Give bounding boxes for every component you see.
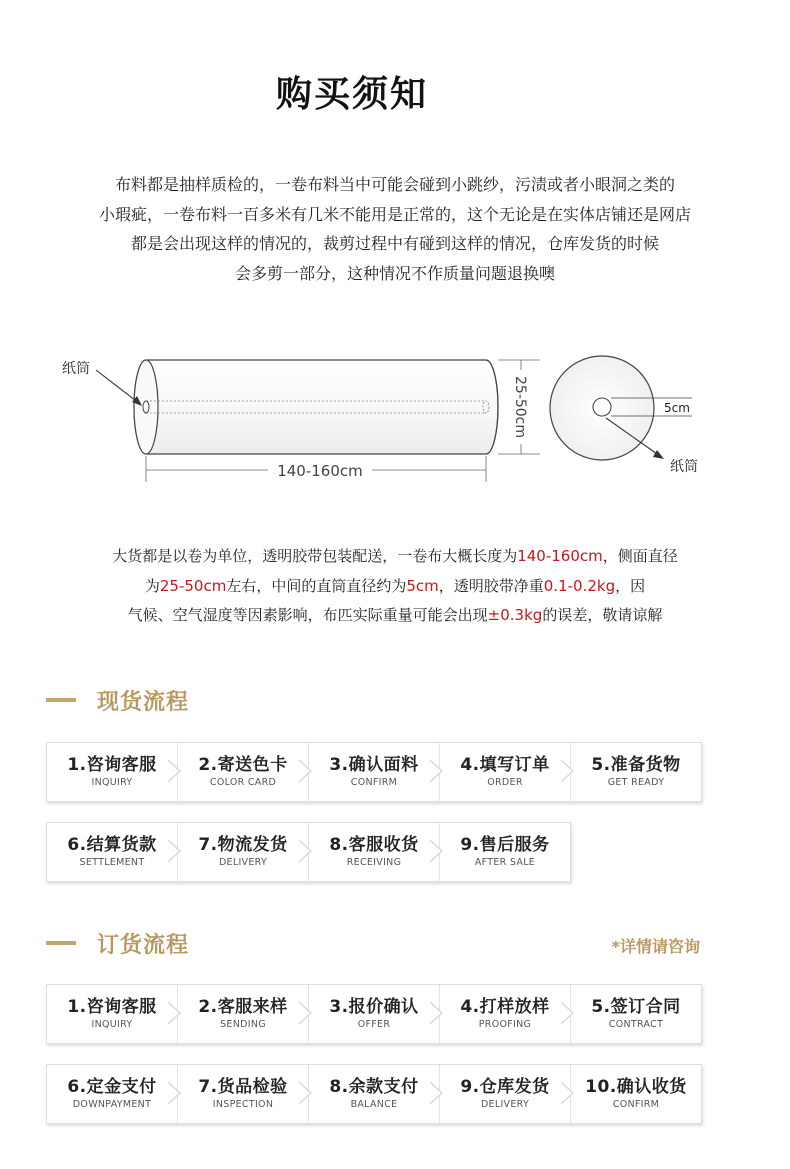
- step-title: 1.咨询客服: [67, 755, 157, 775]
- step-title: 7.物流发货: [198, 835, 288, 855]
- step-title: 3.确认面料: [329, 755, 419, 775]
- step-title: 7.货品检验: [198, 1077, 288, 1097]
- stock-steps-row-2: [46, 822, 571, 882]
- process-step: [47, 1065, 178, 1123]
- process-step: [440, 743, 571, 801]
- process-step: [47, 985, 178, 1043]
- step-title: 1.咨询客服: [67, 997, 157, 1017]
- step-subtitle: INQUIRY: [91, 1019, 133, 1030]
- step-subtitle: INSPECTION: [212, 1099, 274, 1110]
- chevron-right-icon: [425, 839, 447, 863]
- process-step: [309, 1065, 440, 1123]
- process-step: [440, 823, 570, 881]
- page-title: 购买须知: [275, 74, 428, 115]
- section-bar: [46, 941, 76, 945]
- chevron-right-icon: [294, 759, 316, 783]
- step-title: 8.余款支付: [329, 1077, 419, 1097]
- tube-label-end: 纸筒: [670, 459, 698, 475]
- chevron-right-icon: [556, 1001, 578, 1025]
- process-step: [440, 1065, 571, 1123]
- step-title: 6.结算货款: [67, 835, 157, 855]
- bulk-info: [40, 542, 750, 631]
- step-subtitle: OFFER: [357, 1019, 391, 1030]
- step-title: 5.准备货物: [591, 755, 681, 775]
- section-bar: [46, 698, 76, 702]
- roll-end-view: [550, 356, 698, 475]
- process-step: [571, 1065, 701, 1123]
- step-title: 2.寄送色卡: [198, 755, 288, 775]
- process-step: [440, 985, 571, 1043]
- step-title: 2.客服来样: [198, 997, 288, 1017]
- details-note: *详情请咨询: [611, 937, 700, 956]
- length-dimension: [146, 456, 486, 482]
- step-title: 3.报价确认: [329, 997, 419, 1017]
- step-title: 8.客服收货: [329, 835, 419, 855]
- step-subtitle: PROOFING: [478, 1019, 532, 1030]
- step-title: 4.填写订单: [460, 755, 550, 775]
- step-title: 4.打样放样: [460, 997, 550, 1017]
- intro-line: 小瑕疵，一卷布料一百多米有几米不能用是正常的，这个无论是在实体店铺还是网店: [98, 204, 691, 224]
- step-subtitle: SENDING: [220, 1019, 266, 1030]
- step-subtitle: DELIVERY: [480, 1099, 530, 1110]
- process-step: [309, 823, 440, 881]
- fabric-roll-diagram: [0, 330, 790, 490]
- chevron-right-icon: [294, 1081, 316, 1105]
- process-step: [309, 743, 440, 801]
- order-steps-row-1: [46, 984, 702, 1044]
- core-label: 5cm: [664, 401, 690, 415]
- info-line-2: 为25-50cm左右，中间的直筒直径约为5cm，透明胶带净重0.1-0.2kg，因: [144, 576, 646, 595]
- process-step: [571, 985, 701, 1043]
- order-steps-row-2: [46, 1064, 702, 1124]
- step-subtitle: CONFIRM: [350, 777, 398, 788]
- process-step: [47, 743, 178, 801]
- section-title: 订货流程: [97, 932, 190, 958]
- section-title: 现货流程: [97, 689, 190, 715]
- intro-line: 布料都是抽样质检的，一卷布料当中可能会碰到小跳纱，污渍或者小眼洞之类的: [114, 175, 675, 194]
- intro-text: [40, 170, 750, 288]
- chevron-right-icon: [294, 1001, 316, 1025]
- info-line-1: 大货都是以卷为单位，透明胶带包装配送，一卷布大概长度为140-160cm，侧面直径: [112, 547, 678, 565]
- step-subtitle: INQUIRY: [91, 777, 133, 788]
- chevron-right-icon: [556, 759, 578, 783]
- chevron-right-icon: [425, 1081, 447, 1105]
- step-title: 5.签订合同: [591, 997, 681, 1017]
- chevron-right-icon: [425, 759, 447, 783]
- chevron-right-icon: [163, 839, 185, 863]
- stock-steps-row-1: [46, 742, 702, 802]
- step-subtitle: AFTER SALE: [474, 857, 536, 868]
- step-title: 10.确认收货: [585, 1077, 687, 1097]
- step-subtitle: CONTRACT: [608, 1019, 664, 1030]
- step-title: 9.售后服务: [460, 835, 550, 855]
- step-subtitle: COLOR CARD: [209, 777, 277, 788]
- process-step: [571, 743, 701, 801]
- chevron-right-icon: [163, 1001, 185, 1025]
- length-label: 140-160cm: [277, 462, 363, 480]
- step-title: 9.仓库发货: [460, 1077, 550, 1097]
- intro-line: 会多剪一部分，这种情况不作质量问题退换噢: [234, 263, 555, 283]
- chevron-right-icon: [294, 839, 316, 863]
- intro-line: 都是会出现这样的情况的，裁剪过程中有碰到这样的情况，仓库发货的时候: [130, 234, 659, 253]
- step-subtitle: RECEIVING: [346, 857, 402, 868]
- step-subtitle: CONFIRM: [612, 1099, 660, 1110]
- step-subtitle: SETTLEMENT: [79, 857, 145, 868]
- process-step: [309, 985, 440, 1043]
- diameter-label: 25-50cm: [512, 375, 528, 439]
- step-subtitle: DELIVERY: [218, 857, 268, 868]
- step-title: 6.定金支付: [67, 1077, 157, 1097]
- chevron-right-icon: [163, 1081, 185, 1105]
- stock-process-heading: [46, 685, 189, 715]
- step-subtitle: DOWNPAYMENT: [72, 1099, 152, 1110]
- step-subtitle: ORDER: [487, 777, 523, 788]
- step-subtitle: BALANCE: [350, 1099, 398, 1110]
- roll-side-view: [134, 360, 498, 454]
- chevron-right-icon: [163, 759, 185, 783]
- chevron-right-icon: [556, 1081, 578, 1105]
- chevron-right-icon: [425, 1001, 447, 1025]
- tube-label: 纸筒: [62, 361, 90, 377]
- order-process-heading: [46, 928, 189, 958]
- process-step: [178, 1065, 309, 1123]
- process-step: [178, 985, 309, 1043]
- diameter-dimension: [498, 360, 540, 454]
- info-line-3: 气候、空气湿度等因素影响，布匹实际重量可能会出现±0.3kg的误差，敬请谅解: [127, 606, 663, 624]
- process-step: [47, 823, 178, 881]
- step-subtitle: GET READY: [607, 777, 665, 788]
- process-step: [178, 743, 309, 801]
- process-step: [178, 823, 309, 881]
